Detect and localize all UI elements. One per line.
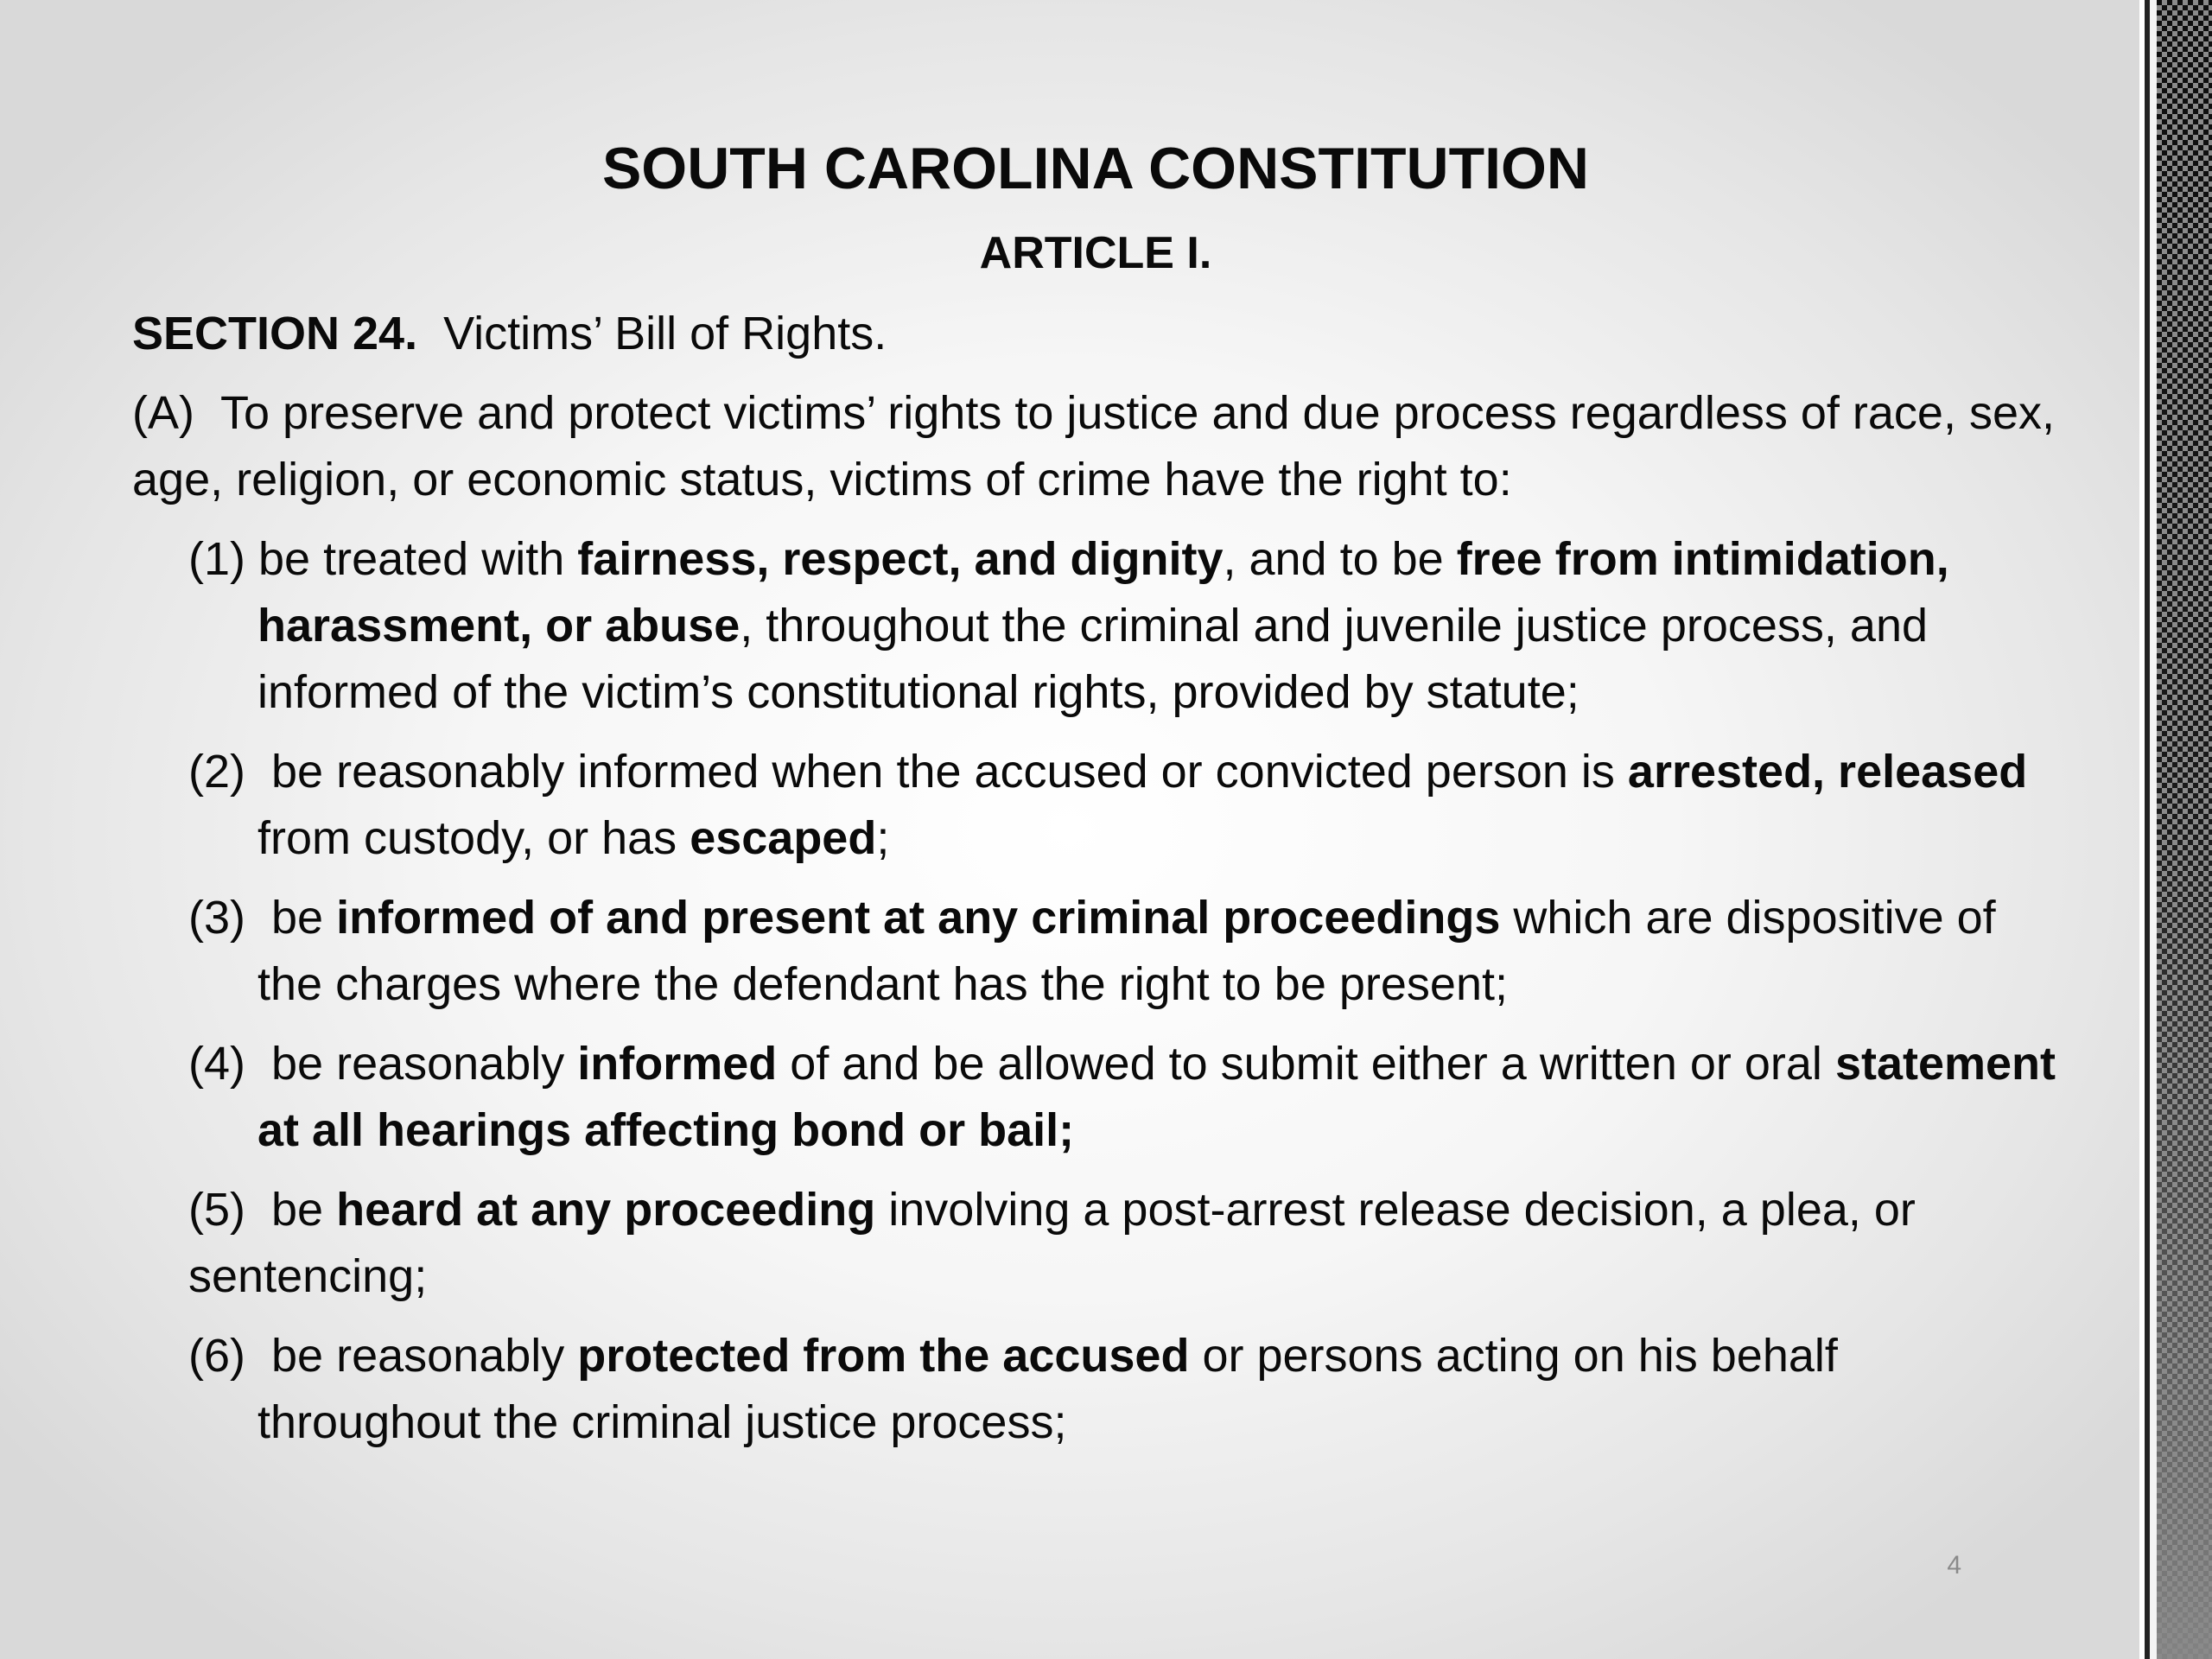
item-marker: (4) — [188, 1038, 245, 1090]
section-name: Victims’ Bill of Rights. — [443, 308, 887, 359]
item-emphasis: heard at any proceeding — [336, 1184, 876, 1236]
decorative-side-strip — [2157, 0, 2212, 1659]
item-text: involving a post-arrest release decision, a plea, or sentencing; — [188, 1184, 1916, 1302]
item-text: , and to be — [1223, 533, 1457, 585]
item-text: be reasonably — [271, 1330, 578, 1382]
slide-title: SOUTH CAROLINA CONSTITUTION — [601, 136, 1590, 201]
item-emphasis: arrested, released — [1627, 746, 2028, 798]
item-text: which are dispositive of the charges where the defendant has the right to be present; — [257, 892, 1996, 1010]
intro-marker: (A) — [132, 387, 194, 439]
right-item-5 — [132, 1177, 2068, 1310]
right-item-3 — [132, 885, 2068, 1018]
item-text: of and be allowed to submit either a written or oral — [777, 1038, 1835, 1090]
item-marker: (1) — [188, 533, 245, 585]
slide-edge-highlight — [2150, 0, 2157, 1659]
item-emphasis: free from intimidation, harassment, or abuse — [257, 533, 1949, 652]
item-text: ; — [876, 812, 890, 864]
section-label: SECTION 24. — [132, 308, 418, 359]
right-item-6 — [132, 1323, 2068, 1456]
item-text: be reasonably — [271, 1038, 578, 1090]
item-marker: (3) — [188, 892, 245, 944]
item-marker: (2) — [188, 746, 245, 798]
item-emphasis: statement at all hearings affecting bond or bail; — [257, 1038, 2056, 1156]
item-emphasis: fairness, respect, and dignity — [577, 533, 1224, 585]
item-text: be reasonably informed when the accused or convicted person is — [271, 746, 1628, 798]
item-emphasis: informed of and present at any criminal proceedings — [336, 892, 1501, 944]
intro-paragraph — [132, 380, 2068, 513]
right-item-2 — [132, 739, 2068, 872]
item-marker: (6) — [188, 1330, 245, 1382]
intro-text: To preserve and protect victims’ rights to justice and due process regardless of race, sex, age, religion, or economic status, victims of crime have the right to: — [132, 387, 2055, 505]
section-heading — [132, 301, 2068, 367]
item-text: from custody, or has — [257, 812, 690, 864]
item-emphasis: escaped — [690, 812, 877, 864]
right-item-1 — [132, 526, 2068, 726]
item-text: or persons acting on his behalf throughout the criminal justice process; — [257, 1330, 1838, 1448]
slide-body — [132, 301, 2068, 1469]
item-marker: (5) — [188, 1184, 245, 1236]
item-text: be — [271, 892, 337, 944]
item-text: be treated with — [258, 533, 578, 585]
page-number: 4 — [1947, 1551, 1961, 1580]
right-item-4 — [132, 1031, 2068, 1164]
item-emphasis: protected from the accused — [577, 1330, 1190, 1382]
item-emphasis: informed — [577, 1038, 778, 1090]
item-text: , throughout the criminal and juvenile justice process, and informed of the victim’s constitutional rights, provided by statute; — [257, 600, 1929, 718]
item-text: be — [271, 1184, 337, 1236]
article-heading: ARTICLE I. — [979, 228, 1212, 278]
